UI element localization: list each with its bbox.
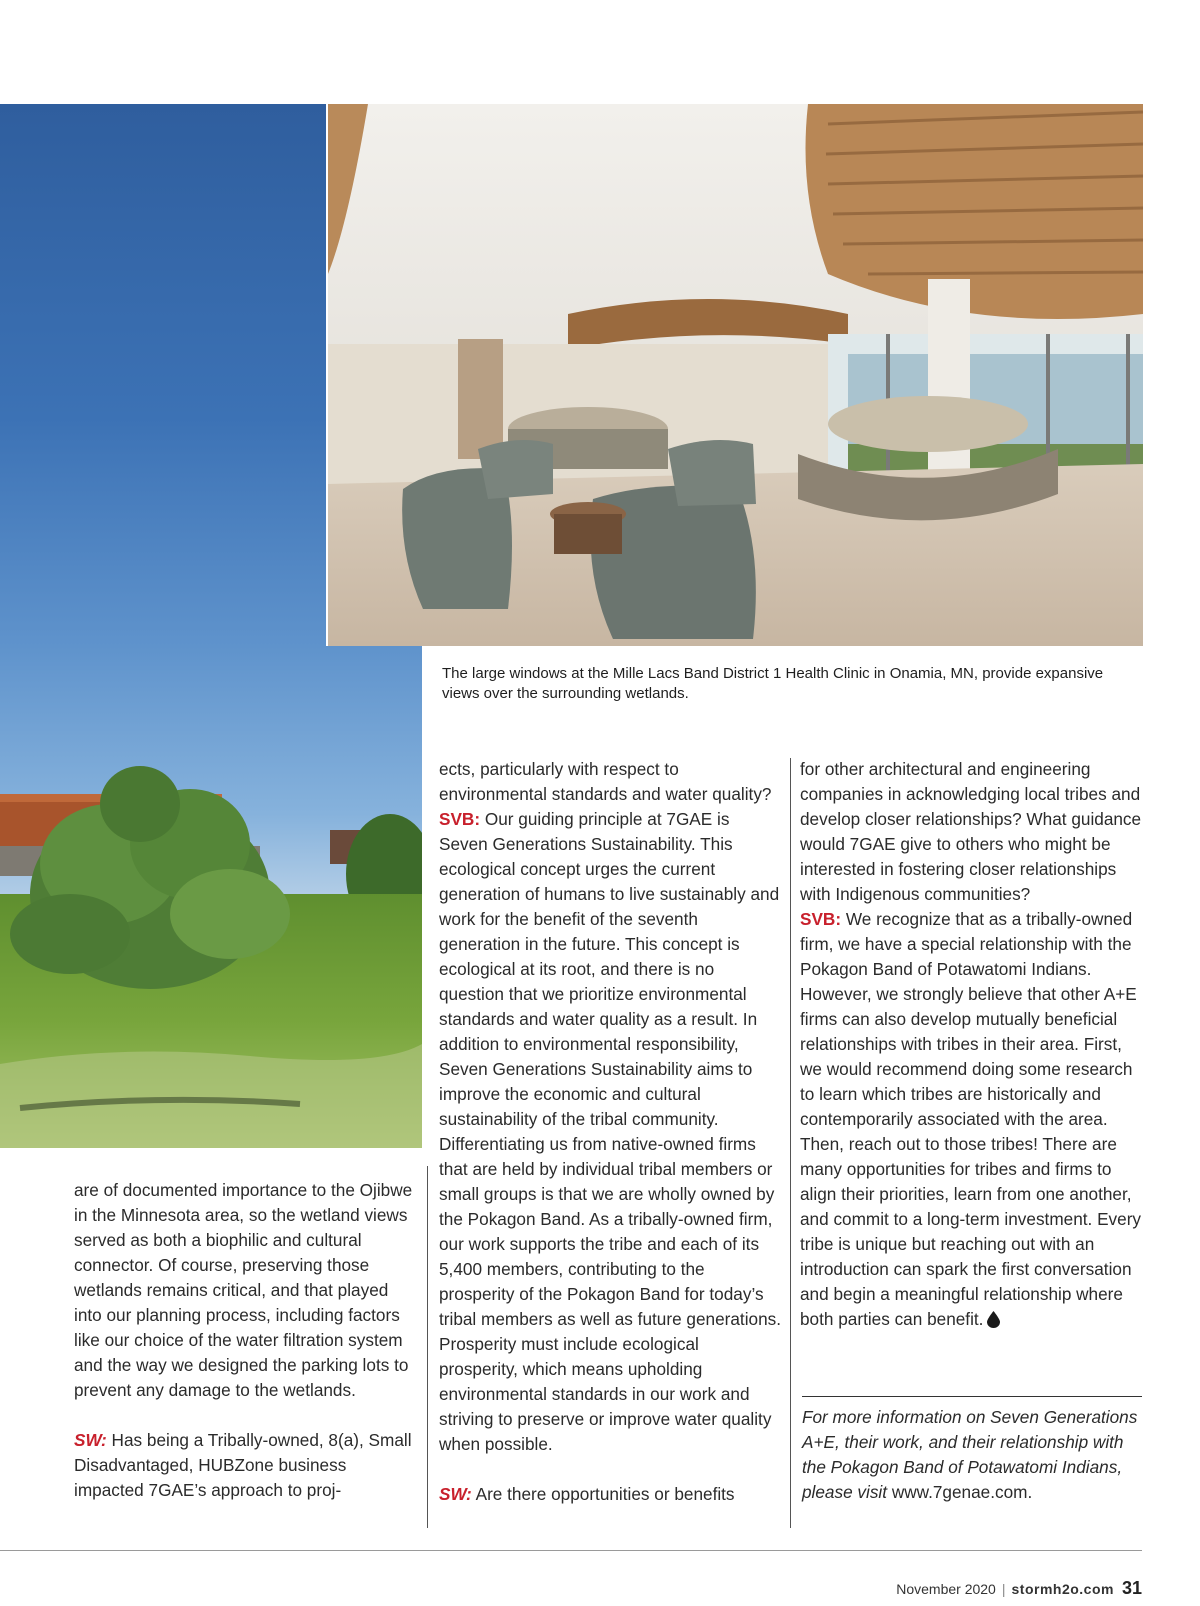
answer-label: SVB: xyxy=(800,909,842,929)
page-footer xyxy=(896,1578,1142,1599)
issue-date: November 2020 xyxy=(896,1581,996,1597)
article-column-1 xyxy=(74,1178,416,1503)
more-info-box xyxy=(802,1405,1142,1505)
column-divider xyxy=(427,1166,428,1528)
page-number: 31 xyxy=(1121,1578,1142,1598)
question-label: SW: xyxy=(74,1430,107,1450)
answer-text: Our guiding principle at 7GAE is Seven Generations Sustainability. This ecological concept urges the current generation of humans to live sustainably and work for the benefit of the seventh generation in the future. This concept is ecological at its root, and there is no question that we prioritize environmental standards and water quality as a result. In addition to environmental responsibility, Seven Generations Sustainability aims to improve the economic and cultural sustainability of the tribal community. Differentiating us from native-owned firms that are held by individual tribal members or small groups is that we are wholly owned by the Pokagon Band. As a tribally-owned firm, our work supports the tribe and each of its 5,400 members, contributing to the prosperity of the Pokagon Band for today’s tribal members as well as future generations. Prosperity must include ecological prosperity, which means upholding environmental standards in our work and striving to preserve or improve water quality when possible. xyxy=(439,809,781,1454)
photo-caption: The large windows at the Mille Lacs Band District 1 Health Clinic in Onamia, MN, provide expansive views over the surrounding wetlands. xyxy=(442,665,1104,702)
article-column-3 xyxy=(800,757,1142,1335)
more-info-text: For more information on Seven Generations A+E, their work, and their relationship with the Pokagon Band of Potawatomi Indians, please visit xyxy=(802,1407,1138,1502)
column-divider xyxy=(790,758,791,1528)
question-text: Has being a Tribally-owned, 8(a), Small Disadvantaged, HUBZone business impacted 7GAE’s approach to proj- xyxy=(74,1430,412,1500)
footer-separator: | xyxy=(1001,1581,1006,1597)
water-drop-icon xyxy=(987,1310,1000,1335)
answer-text: We recognize that as a tribally-owned firm, we have a special relationship with the Pokagon Band of Potawatomi Indians. However, we strongly believe that other A+E firms can also develop mutually beneficial relationships with tribes in their area. First, we would recommend doing some research to learn which tribes are historically and contemporarily associated with the area. Then, reach out to those tribes! There are many opportunities for tribes and firms to align their priorities, learn from one another, and commit to a long-term investment. Every tribe is unique but reaching out with an introduction can spark the first conversation and begin a meaningful relationship where both parties can benefit. xyxy=(800,909,1142,1329)
question-text: Are there opportunities or benefits xyxy=(471,1484,735,1504)
info-divider xyxy=(802,1396,1142,1397)
question-label: SW: xyxy=(439,1484,472,1504)
answer-paragraph xyxy=(439,807,781,1457)
article-column-2 xyxy=(439,757,781,1507)
answer-label: SVB: xyxy=(439,809,481,829)
website-link[interactable]: www.7genae.com. xyxy=(891,1482,1033,1502)
answer-paragraph xyxy=(800,907,1142,1335)
site-name: stormh2o.com xyxy=(1011,1581,1114,1597)
clinic-interior-photo xyxy=(328,104,1143,646)
footer-divider xyxy=(0,1550,1142,1551)
question-paragraph xyxy=(74,1428,416,1503)
question-paragraph xyxy=(439,1482,781,1507)
paragraph: for other architectural and engineering companies in acknowledging local tribes and develop closer relationships? What guidance would 7GAE give to others who might be interested in fostering closer relationships with Indigenous communities? xyxy=(800,759,1142,904)
paragraph: ects, particularly with respect to environmental standards and water quality? xyxy=(439,759,772,804)
paragraph: are of documented importance to the Ojibwe in the Minnesota area, so the wetland views served as both a biophilic and cultural connector. Of course, preserving those wetlands remains critical, and that played into our planning process, including factors like our choice of the water filtration system and the way we designed the parking lots to prevent any damage to the wetlands. xyxy=(74,1180,413,1400)
